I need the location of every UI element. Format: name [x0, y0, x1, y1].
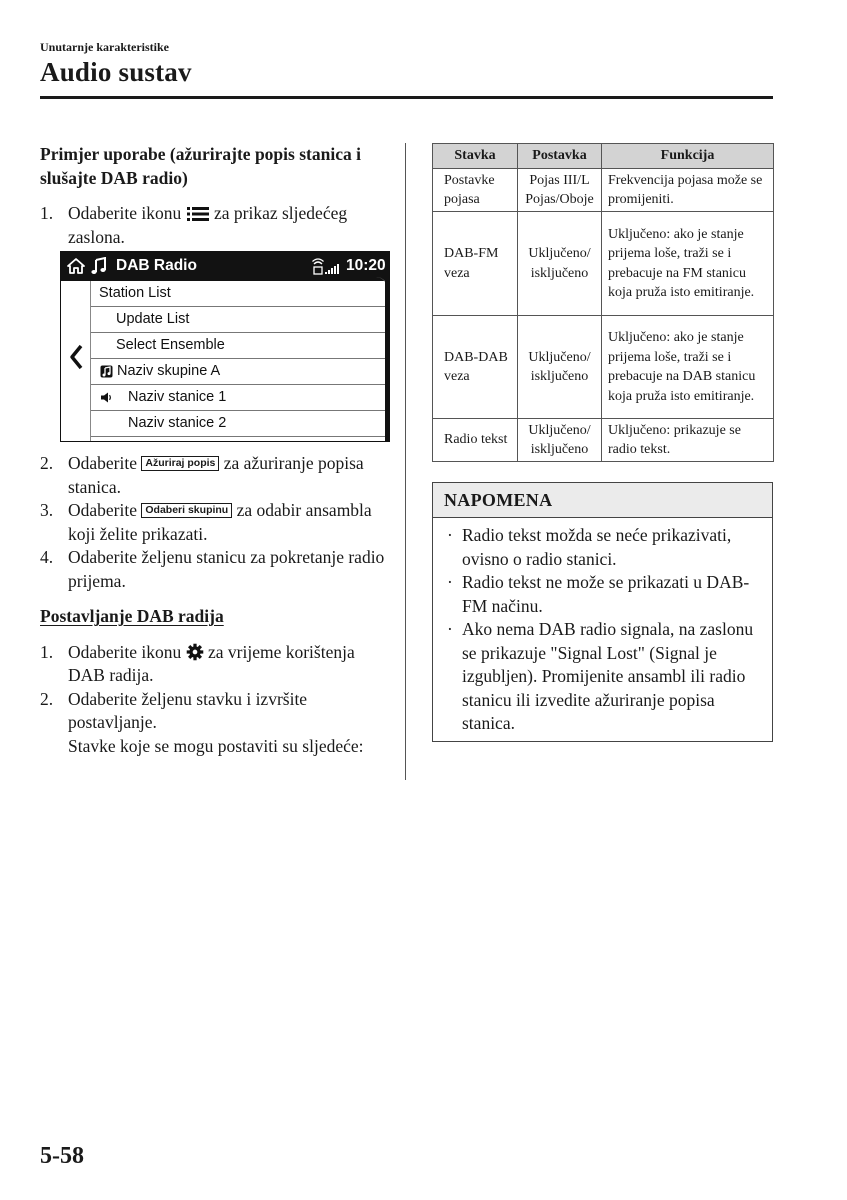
- list-icon: [186, 206, 210, 222]
- menu-item-label: Naziv skupine A: [117, 363, 221, 379]
- gear-icon: [186, 643, 204, 661]
- screen-right-border: [385, 281, 390, 442]
- note-body: [433, 518, 772, 736]
- column-header: Postavka: [518, 144, 602, 169]
- table-cell-setting: Uključeno/ isključeno: [518, 316, 602, 419]
- table-cell-setting: Pojas III/L Pojas/Oboje: [518, 169, 602, 212]
- note-bullet-text: Radio tekst ne može se prikazati u DAB-FM načinu.: [462, 572, 750, 616]
- step-text: [68, 499, 390, 546]
- step-text: [68, 202, 390, 249]
- home-icon[interactable]: [67, 258, 85, 274]
- menu-item-station-list[interactable]: [91, 281, 385, 307]
- step-text-before: Odaberite ikonu: [68, 641, 182, 662]
- bullet-dot: ·: [447, 619, 453, 639]
- table-row: [433, 419, 774, 462]
- music-note-icon: [91, 257, 107, 275]
- step-number: 3.: [40, 500, 54, 520]
- note-bullet: [447, 571, 762, 618]
- step-text-before: Odaberite ikonu: [68, 203, 182, 223]
- clock-time: 10:20: [346, 257, 386, 274]
- step-text-after: za vrijeme korištenja DAB radija.: [68, 641, 355, 685]
- column-header: Stavka: [433, 144, 518, 169]
- table-header-row: [433, 144, 774, 169]
- table-cell-function: Uključeno: prikazuje se radio tekst.: [602, 419, 774, 462]
- step-text: [68, 452, 390, 499]
- screen-header: [61, 252, 390, 281]
- example-heading: Primjer uporabe (ažurirajte popis stanica i slušajte DAB radio): [40, 144, 361, 188]
- step-text-after: za prikaz sljedećeg zaslona.: [68, 203, 348, 247]
- step-text: [68, 688, 390, 759]
- screen-title: DAB Radio: [116, 257, 197, 274]
- table-cell-function: Uključeno: ako je stanje prijema loše, traži se i prebacuje na FM stanicu koja pruža isto emitiranje.: [602, 212, 774, 316]
- signal-strength-icon: [312, 258, 342, 276]
- note-bullet: [447, 524, 762, 571]
- left-column: [40, 143, 390, 758]
- step-text-main: Odaberite željenu stavku i izvršite postavljanje.: [68, 688, 308, 732]
- bullet-dot: ·: [447, 525, 453, 545]
- note-heading: NAPOMENA: [433, 483, 772, 518]
- menu-item-label: Select Ensemble: [116, 337, 225, 353]
- setup-heading: Postavljanje DAB radija: [40, 606, 224, 626]
- bullet-dot: ·: [447, 572, 453, 592]
- ensemble-icon: [100, 365, 113, 378]
- note-box: [432, 482, 773, 742]
- menu-item-update-list[interactable]: [91, 307, 385, 333]
- setup-step-2: [40, 688, 390, 759]
- menu-item-label: Update List: [116, 311, 190, 327]
- step-number: 2.: [40, 453, 54, 473]
- menu-item-select-ensemble[interactable]: [91, 333, 385, 359]
- step-number: 1.: [40, 641, 54, 662]
- select-ensemble-button-label: Odaberi skupinu: [141, 503, 232, 518]
- example-step-3: [40, 499, 390, 546]
- step-text: Odaberite željenu stanicu za pokretanje radio prijema.: [68, 547, 385, 591]
- example-step-4: [40, 546, 390, 593]
- section-label: Unutarnje karakteristike: [40, 40, 169, 54]
- step-number: 4.: [40, 547, 54, 567]
- setup-step-1: [40, 641, 390, 688]
- menu-item-label: Naziv stanice 2: [128, 415, 227, 431]
- example-step-1: [40, 202, 390, 249]
- step-text-after: za ažuriranje popisa stanica.: [68, 453, 364, 497]
- table-cell-function: Frekvencija pojasa može se promijeniti.: [602, 169, 774, 212]
- table-cell-function: Uključeno: ako je stanje prijema loše, traži se i prebacuje na DAB stanicu koja pruža isto emitiranje.: [602, 316, 774, 419]
- screen-body: [61, 281, 390, 442]
- table-cell-item: DAB-DAB veza: [433, 316, 518, 419]
- note-bullet-text: Ako nema DAB radio signala, na zaslonu se prikazuje "Signal Lost" (Signal je izgubljen). Promijenite ansambl ili radio stanicu ili izvedite ažuriranje popisa stanica.: [462, 619, 754, 733]
- screen-back-panel[interactable]: [61, 281, 91, 442]
- column-divider: [405, 143, 406, 780]
- table-row: [433, 316, 774, 419]
- step-text-extra: Stavke koje se mogu postaviti su sljedeće:: [68, 735, 364, 756]
- menu-item-label: Naziv stanice 1: [128, 389, 227, 405]
- table-cell-setting: Uključeno/ isključeno: [518, 419, 602, 462]
- menu-item-station-2[interactable]: [91, 411, 385, 437]
- speaker-playing-icon: [100, 391, 113, 404]
- note-bullet: [447, 618, 762, 736]
- table-cell-setting: Uključeno/ isključeno: [518, 212, 602, 316]
- table-cell-item: Postavke pojasa: [433, 169, 518, 212]
- update-list-button-label: Ažuriraj popis: [141, 456, 219, 471]
- page-number: 5-58: [40, 1143, 84, 1169]
- page-title: Audio sustav: [40, 57, 192, 87]
- step-text-after: za odabir ansambla koji želite prikazati.: [68, 500, 372, 544]
- table-row: [433, 169, 774, 212]
- title-rule: [40, 96, 773, 99]
- step-number: 1.: [40, 203, 54, 223]
- example-step-2: [40, 452, 390, 499]
- menu-item-ensemble-a[interactable]: [91, 359, 385, 385]
- step-text: [68, 641, 390, 688]
- menu-item-station-1[interactable]: [91, 385, 385, 411]
- table-cell-item: Radio tekst: [433, 419, 518, 462]
- note-bullet-text: Radio tekst možda se neće prikazivati, ovisno o radio stanici.: [462, 525, 732, 569]
- menu-item-label: Station List: [99, 285, 171, 301]
- dab-radio-screen: [60, 251, 390, 442]
- step-number: 2.: [40, 688, 54, 709]
- column-header: Funkcija: [602, 144, 774, 169]
- table-row: [433, 212, 774, 316]
- step-text-before: Odaberite: [68, 500, 137, 520]
- table-cell-item: DAB-FM veza: [433, 212, 518, 316]
- back-chevron-icon[interactable]: [68, 344, 84, 370]
- step-text-before: Odaberite: [68, 453, 137, 473]
- settings-table: [432, 143, 774, 462]
